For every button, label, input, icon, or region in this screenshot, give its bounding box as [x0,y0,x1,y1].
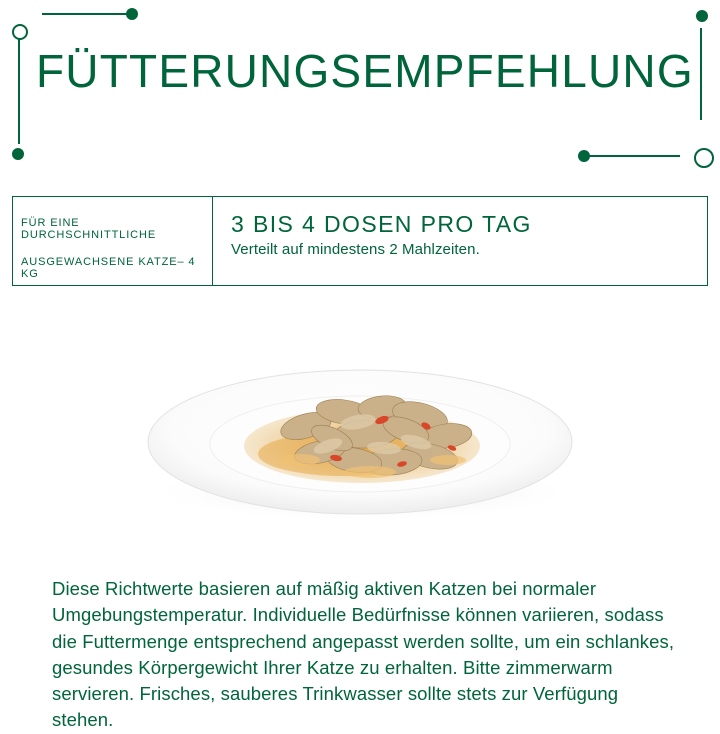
feeding-recommendation-box [12,196,708,286]
decorative-dot-bottom-right [578,150,590,162]
decorative-line-bottom-right-horizontal [584,155,680,157]
food-plate-image [130,360,590,535]
recommendation-amount: 3 BIS 4 DOSEN PRO TAG [231,211,532,237]
page-title: FÜTTERUNGSEMPFEHLUNG [36,45,694,97]
decorative-circle-top-left [12,24,28,40]
page-header [0,0,720,182]
recommendation-subject-line-1: FÜR EINE DURCHSCHNITTLICHE [21,217,157,242]
decorative-dot-top-right [696,10,708,22]
decorative-line-top-left-horizontal [42,13,130,15]
recommendation-subject [13,197,213,285]
decorative-dot-bottom-left [12,148,24,160]
recommendation-subject-line-2: AUSGEWACHSENE KATZE– 4 KG [21,256,196,281]
recommendation-details [213,197,707,285]
decorative-dot-top-left [126,8,138,20]
decorative-line-top-left-vertical [18,28,20,144]
decorative-line-top-right-vertical [700,28,702,120]
plate-illustration [130,360,590,535]
decorative-circle-bottom-right [694,148,714,168]
recommendation-note: Verteilt auf mindestens 2 Mahlzeiten. [231,240,480,258]
feeding-note-paragraph: Diese Richtwerte basieren auf mäßig aktiven Katzen bei normaler Umgebungstemperatur. Individuelle Bedürfnisse können variieren, sodass die Futtermenge entsprechend angepasst werden sollte, um ein schlankes, gesundes Körpergewicht Ihrer Katze zu erhalten. Bitte zimmerwarm servieren. Frisches, sauberes Trinkwasser sollte stets zur Verfügung stehen. [52,578,675,731]
